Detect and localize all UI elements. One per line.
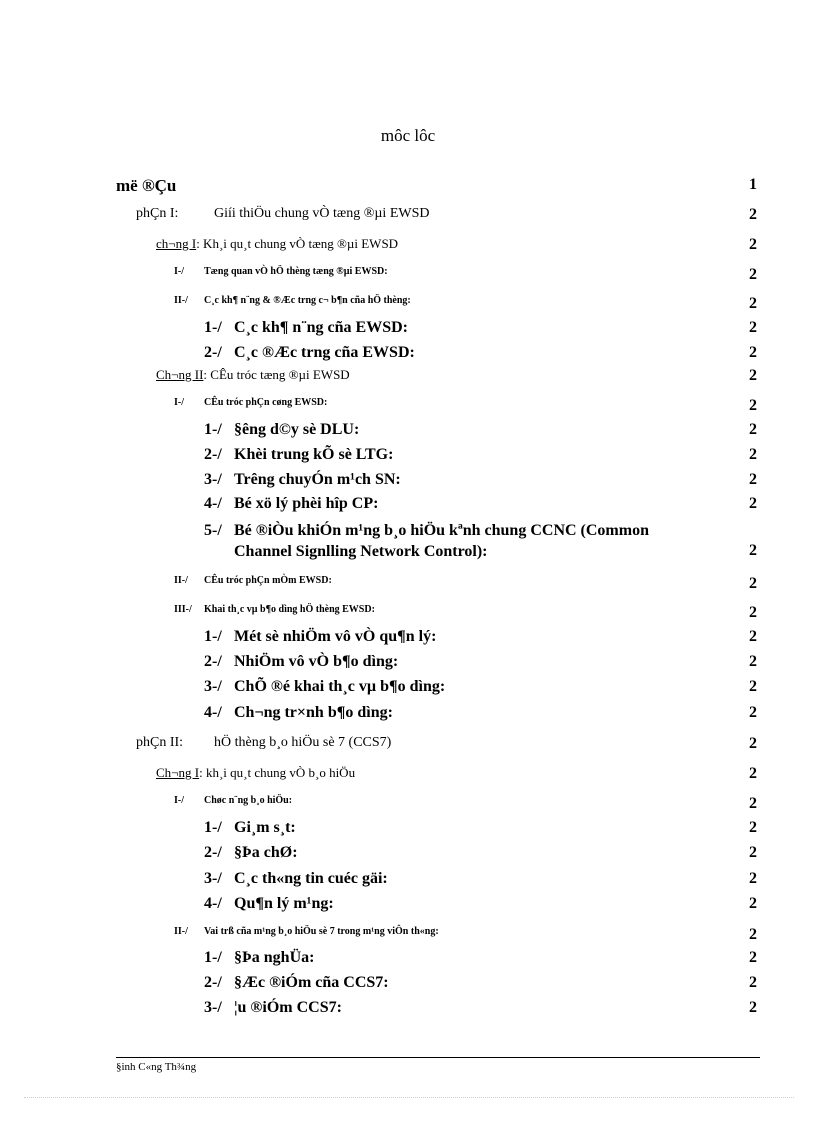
- toc-entry-number: 3-/: [204, 870, 222, 887]
- toc-page-number: 2: [749, 397, 757, 414]
- toc-page-number: 2: [749, 926, 757, 943]
- toc-entry-subsection[interactable]: [0, 495, 816, 519]
- toc-entry-number: I-/: [174, 397, 184, 408]
- toc-entry-number: 2-/: [204, 653, 222, 670]
- toc-entry-label: Tæng quan vÒ hÖ thèng tæng ®µi EWSD:: [204, 266, 388, 277]
- toc-entry-label: §Æc ®iÓm cña CCS7:: [234, 974, 389, 991]
- toc-entry-subsection[interactable]: [0, 704, 816, 728]
- toc-page-number: 2: [749, 653, 757, 670]
- toc-entry-chapter[interactable]: [0, 765, 816, 789]
- toc-page-number: 2: [749, 421, 757, 438]
- toc-page-number: 2: [749, 819, 757, 836]
- toc-page-number: 2: [749, 678, 757, 695]
- toc-entry-section[interactable]: [0, 397, 816, 421]
- toc-entry-label: §êng d©y sè DLU:: [234, 421, 360, 438]
- toc-entry-label: Chøc n¨ng b¸o hiÖu:: [204, 795, 293, 806]
- toc-page-number: 2: [749, 795, 757, 812]
- toc-page-number: 2: [749, 266, 757, 283]
- toc-page-number: 2: [749, 236, 757, 253]
- toc-entry-chapter[interactable]: [0, 367, 816, 391]
- toc-page-number: 2: [749, 999, 757, 1016]
- toc-entry-section[interactable]: [0, 295, 816, 319]
- toc-page-number: 2: [749, 974, 757, 991]
- toc-entry-section[interactable]: [0, 604, 816, 628]
- toc-entry-number: 3-/: [204, 999, 222, 1016]
- toc-entry-number: 1-/: [204, 319, 222, 336]
- toc-entry-introduction[interactable]: [0, 176, 816, 200]
- toc-entry-number: II-/: [174, 295, 188, 306]
- toc-entry-label: Khai th¸c vµ b¶o dìng hÖ thèng EWSD:: [204, 604, 375, 615]
- toc-entry-subsection[interactable]: [0, 653, 816, 677]
- toc-entry-number: 2-/: [204, 974, 222, 991]
- toc-entry-chapter-name: Ch¬ng I: [156, 765, 200, 780]
- toc-entry-label: Bé ®iÒu khiÓn m¹ng b¸o hiÖu kªnh chung CCNC (Common: [234, 522, 649, 539]
- toc-entry-label: §Þa chØ:: [234, 844, 298, 861]
- toc-page-number: 2: [749, 575, 757, 592]
- toc-page-number: 2: [749, 844, 757, 861]
- toc-entry-number: III-/: [174, 604, 192, 615]
- toc-entry-label: ChÕ ®é khai th¸c vµ b¶o dìng:: [234, 678, 446, 695]
- toc-page-number: 2: [749, 295, 757, 312]
- toc-entry-label: ¦u ®iÓm CCS7:: [234, 999, 342, 1016]
- toc-entry-number: 4-/: [204, 895, 222, 912]
- toc-entry-subsection[interactable]: [0, 895, 816, 919]
- toc-entry-label: C¸c kh¶ n¨ng & ®Æc trng c¬ b¶n cña hÖ thèng:: [204, 295, 411, 306]
- toc-entry-subsection[interactable]: [0, 974, 816, 998]
- toc-page-number: 2: [749, 870, 757, 887]
- toc-entry-subsection[interactable]: [0, 344, 816, 368]
- footer-divider: [116, 1057, 760, 1058]
- toc-entry-label: Gi¸m s¸t:: [234, 819, 296, 836]
- toc-entry-label: Giíi thiÖu chung vÒ tæng ®µi EWSD: [214, 206, 430, 221]
- toc-entry-chapter[interactable]: [0, 236, 816, 260]
- toc-entry-number: 2-/: [204, 344, 222, 361]
- toc-entry-subsection[interactable]: [0, 421, 816, 445]
- toc-entry-section[interactable]: [0, 926, 816, 950]
- toc-entry-subsection[interactable]: [0, 678, 816, 702]
- toc-entry-chapter-name: ch¬ng I: [156, 236, 197, 251]
- toc-entry-label: : Kh¸i qu¸t chung vÒ tæng ®µi EWSD: [196, 236, 399, 251]
- toc-page-number: 2: [749, 206, 757, 223]
- toc-entry-number: 1-/: [204, 628, 222, 645]
- toc-entry-number: II-/: [174, 926, 188, 937]
- toc-entry-part-1[interactable]: [0, 206, 816, 230]
- toc-entry-chapter-name: Ch¬ng II: [156, 367, 204, 382]
- toc-page-number: 2: [749, 735, 757, 752]
- toc-entry-subsection[interactable]: [0, 999, 816, 1023]
- toc-entry-number: 1-/: [204, 421, 222, 438]
- toc-entry-label: Vai trß cña m¹ng b¸o hiÖu sè 7 trong m¹ng viÔn th«ng:: [204, 926, 439, 937]
- toc-entry-label-continued: Channel Signlling Network Control):: [234, 543, 488, 560]
- toc-entry-subsection[interactable]: [0, 819, 816, 843]
- toc-page-number: 2: [749, 604, 757, 621]
- toc-entry-number: 4-/: [204, 495, 222, 512]
- toc-page-number: 2: [749, 704, 757, 721]
- toc-entry-label: Khèi trung kÕ sè LTG:: [234, 446, 394, 463]
- toc-entry-subsection[interactable]: [0, 628, 816, 652]
- toc-entry-subsection[interactable]: [0, 471, 816, 495]
- toc-entry-number: 3-/: [204, 471, 222, 488]
- toc-entry-label: hÖ thèng b¸o hiÖu sè 7 (CCS7): [214, 735, 392, 750]
- toc-entry-label: C¸c th«ng tin cuéc gäi:: [234, 870, 388, 887]
- toc-entry-subsection[interactable]: [0, 446, 816, 470]
- toc-entry-label: : CÊu tróc tæng ®µi EWSD: [203, 367, 350, 382]
- toc-entry-subsection[interactable]: [0, 949, 816, 973]
- toc-page-number: 2: [749, 765, 757, 782]
- toc-entry-label: Mét sè nhiÖm vô vÒ qu¶n lý:: [234, 628, 437, 645]
- toc-entry-label: §Þa nghÜa:: [234, 949, 315, 966]
- toc-entry-subsection[interactable]: [0, 844, 816, 868]
- toc-page-number: 2: [749, 949, 757, 966]
- toc-entry-number: 3-/: [204, 678, 222, 695]
- toc-entry-section[interactable]: [0, 575, 816, 599]
- toc-entry-number: II-/: [174, 575, 188, 586]
- toc-page-number: 2: [749, 344, 757, 361]
- toc-entry-subsection[interactable]: [0, 319, 816, 343]
- toc-title: môc lôc: [380, 126, 436, 145]
- toc-entry-number: 1-/: [204, 949, 222, 966]
- toc-entry-label: C¸c kh¶ n¨ng cña EWSD:: [234, 319, 408, 336]
- toc-entry-number: 1-/: [204, 819, 222, 836]
- page-bottom-dotted-line: [24, 1097, 794, 1098]
- toc-page-number: 2: [749, 319, 757, 336]
- toc-page-number: 2: [749, 367, 757, 384]
- toc-page-number: 2: [749, 542, 757, 559]
- toc-page-number: 1: [749, 176, 757, 193]
- toc-entry-label: Trêng chuyÓn m¹ch SN:: [234, 471, 401, 488]
- toc-entry-section[interactable]: [0, 795, 816, 819]
- toc-entry-number: I-/: [174, 795, 184, 806]
- toc-entry-label: CÊu tróc phÇn cøng EWSD:: [204, 397, 328, 408]
- toc-entry-number: 2-/: [204, 446, 222, 463]
- toc-page-number: 2: [749, 471, 757, 488]
- toc-page-number: 2: [749, 446, 757, 463]
- toc-page-number: 2: [749, 628, 757, 645]
- toc-entry-label: më ®Çu: [116, 176, 177, 195]
- toc-entry-number: 4-/: [204, 704, 222, 721]
- toc-entry-number: 5-/: [204, 522, 222, 539]
- toc-entry-number: 2-/: [204, 844, 222, 861]
- toc-entry-label: : kh¸i qu¸t chung vÒ b¸o hiÖu: [199, 765, 356, 780]
- toc-entry-number: phÇn II:: [136, 735, 184, 750]
- toc-entry-label: C¸c ®Æc trng cña EWSD:: [234, 344, 415, 361]
- toc-entry-part-2[interactable]: [0, 735, 816, 759]
- toc-entry-label: Ch¬ng tr×nh b¶o dìng:: [234, 704, 393, 721]
- toc-page-number: 2: [749, 495, 757, 512]
- toc-entry-subsection[interactable]: [0, 520, 816, 564]
- toc-entry-number: I-/: [174, 266, 184, 277]
- toc-entry-subsection[interactable]: [0, 870, 816, 894]
- toc-entry-number: phÇn I:: [136, 206, 179, 221]
- toc-page-number: 2: [749, 895, 757, 912]
- toc-entry-label: CÊu tróc phÇn mÒm EWSD:: [204, 575, 332, 586]
- page-footer-author: §inh C«ng Th¾ng: [116, 1061, 197, 1073]
- toc-entry-label: Qu¶n lý m¹ng:: [234, 895, 334, 912]
- toc-entry-label: Bé xö lý phèi hîp CP:: [234, 495, 379, 512]
- toc-entry-label: NhiÖm vô vÒ b¶o dìng:: [234, 653, 399, 670]
- toc-entry-section[interactable]: [0, 266, 816, 290]
